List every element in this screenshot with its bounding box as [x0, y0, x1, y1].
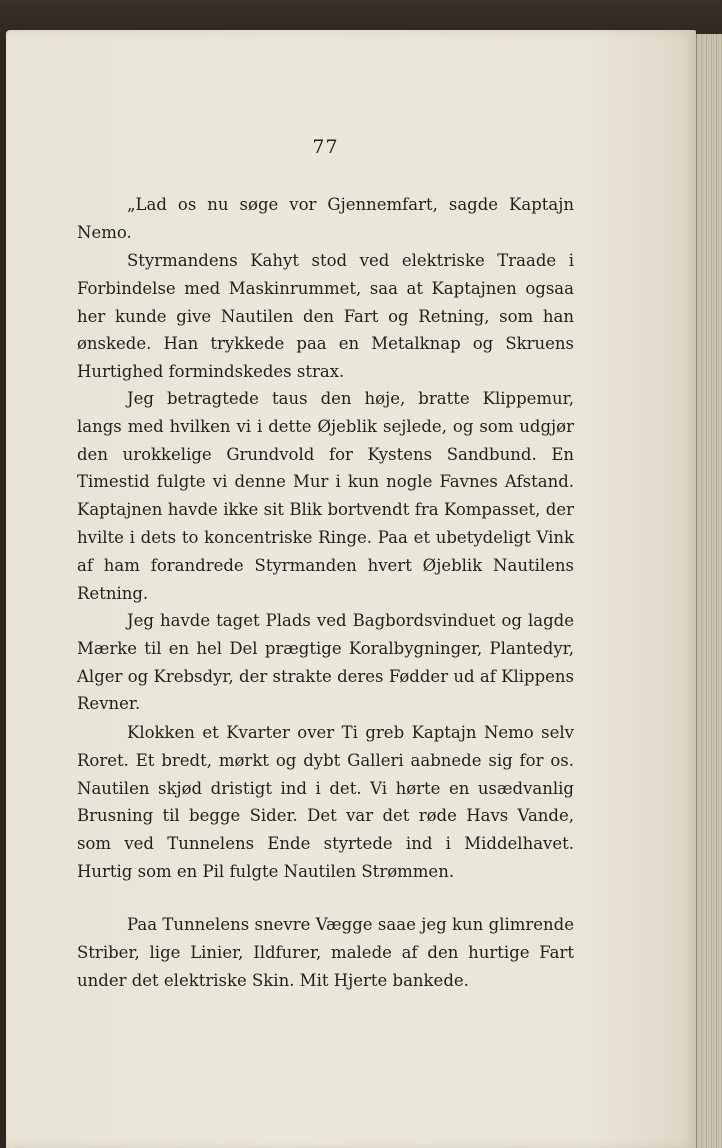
paragraph-3: Jeg betragtede taus den høje, bratte Klippemur, langs med hvilken vi i dette Øjeblik sejlede, og som udgjør den urokkelige Grundvold for Kystens Sandbund. En Timestid fulgte vi denne Mur i kun nogle Favnes Afstand. Kaptajnen havde ikke sit Blik bortvendt fra Kompasset, der hvilte i dets to koncentriske Ringe. Paa et ubetydeligt Vink af ham forandrede Styrmanden hvert Øjeblik Nautilens Retning.: [77, 389, 574, 603]
paragraph-1: „Lad os nu søge vor Gjennemfart, sagde Kaptajn Nemo.: [77, 195, 574, 242]
paragraph-2: Styrmandens Kahyt stod ved elektriske Traade i Forbindelse med Maskinrummet, saa at Kaptajnen ogsaa her kunde give Nautilen den Fart og Retning, som han ønskede. Han trykkede paa en Metalknap og Skruens Hurtighed formindskedes strax.: [77, 251, 574, 382]
paragraph-6: Paa Tunnelens snevre Vægge saae jeg kun glimrende Striber, lige Linier, Ildfurer, malede af den hurtige Fart under det elektriske Skin. Mit Hjerte bankede.: [77, 915, 574, 990]
paragraph-4: Jeg havde taget Plads ved Bagbordsvinduet og lagde Mærke til en hel Del prægtige Koralbygninger, Plantedyr, Alger og Krebsdyr, der strakte deres Fødder ud af Klippens Revner.: [77, 611, 574, 714]
page-edge: [696, 34, 722, 1148]
page-number: 77: [312, 136, 339, 158]
paragraph-5: Klokken et Kvarter over Ti greb Kaptajn Nemo selv Roret. Et bredt, mørkt og dybt Galleri aabnede sig for os. Nautilen skjød dristigt ind i det. Vi hørte en usædvanlig Brusning til begge Sider. Det var det røde Havs Vande, som ved Tunnelens Ende styrtede ind i Middelhavet. Hurtig som en Pil fulgte Nautilen Strømmen.: [77, 723, 574, 881]
book-page: [6, 30, 696, 1148]
